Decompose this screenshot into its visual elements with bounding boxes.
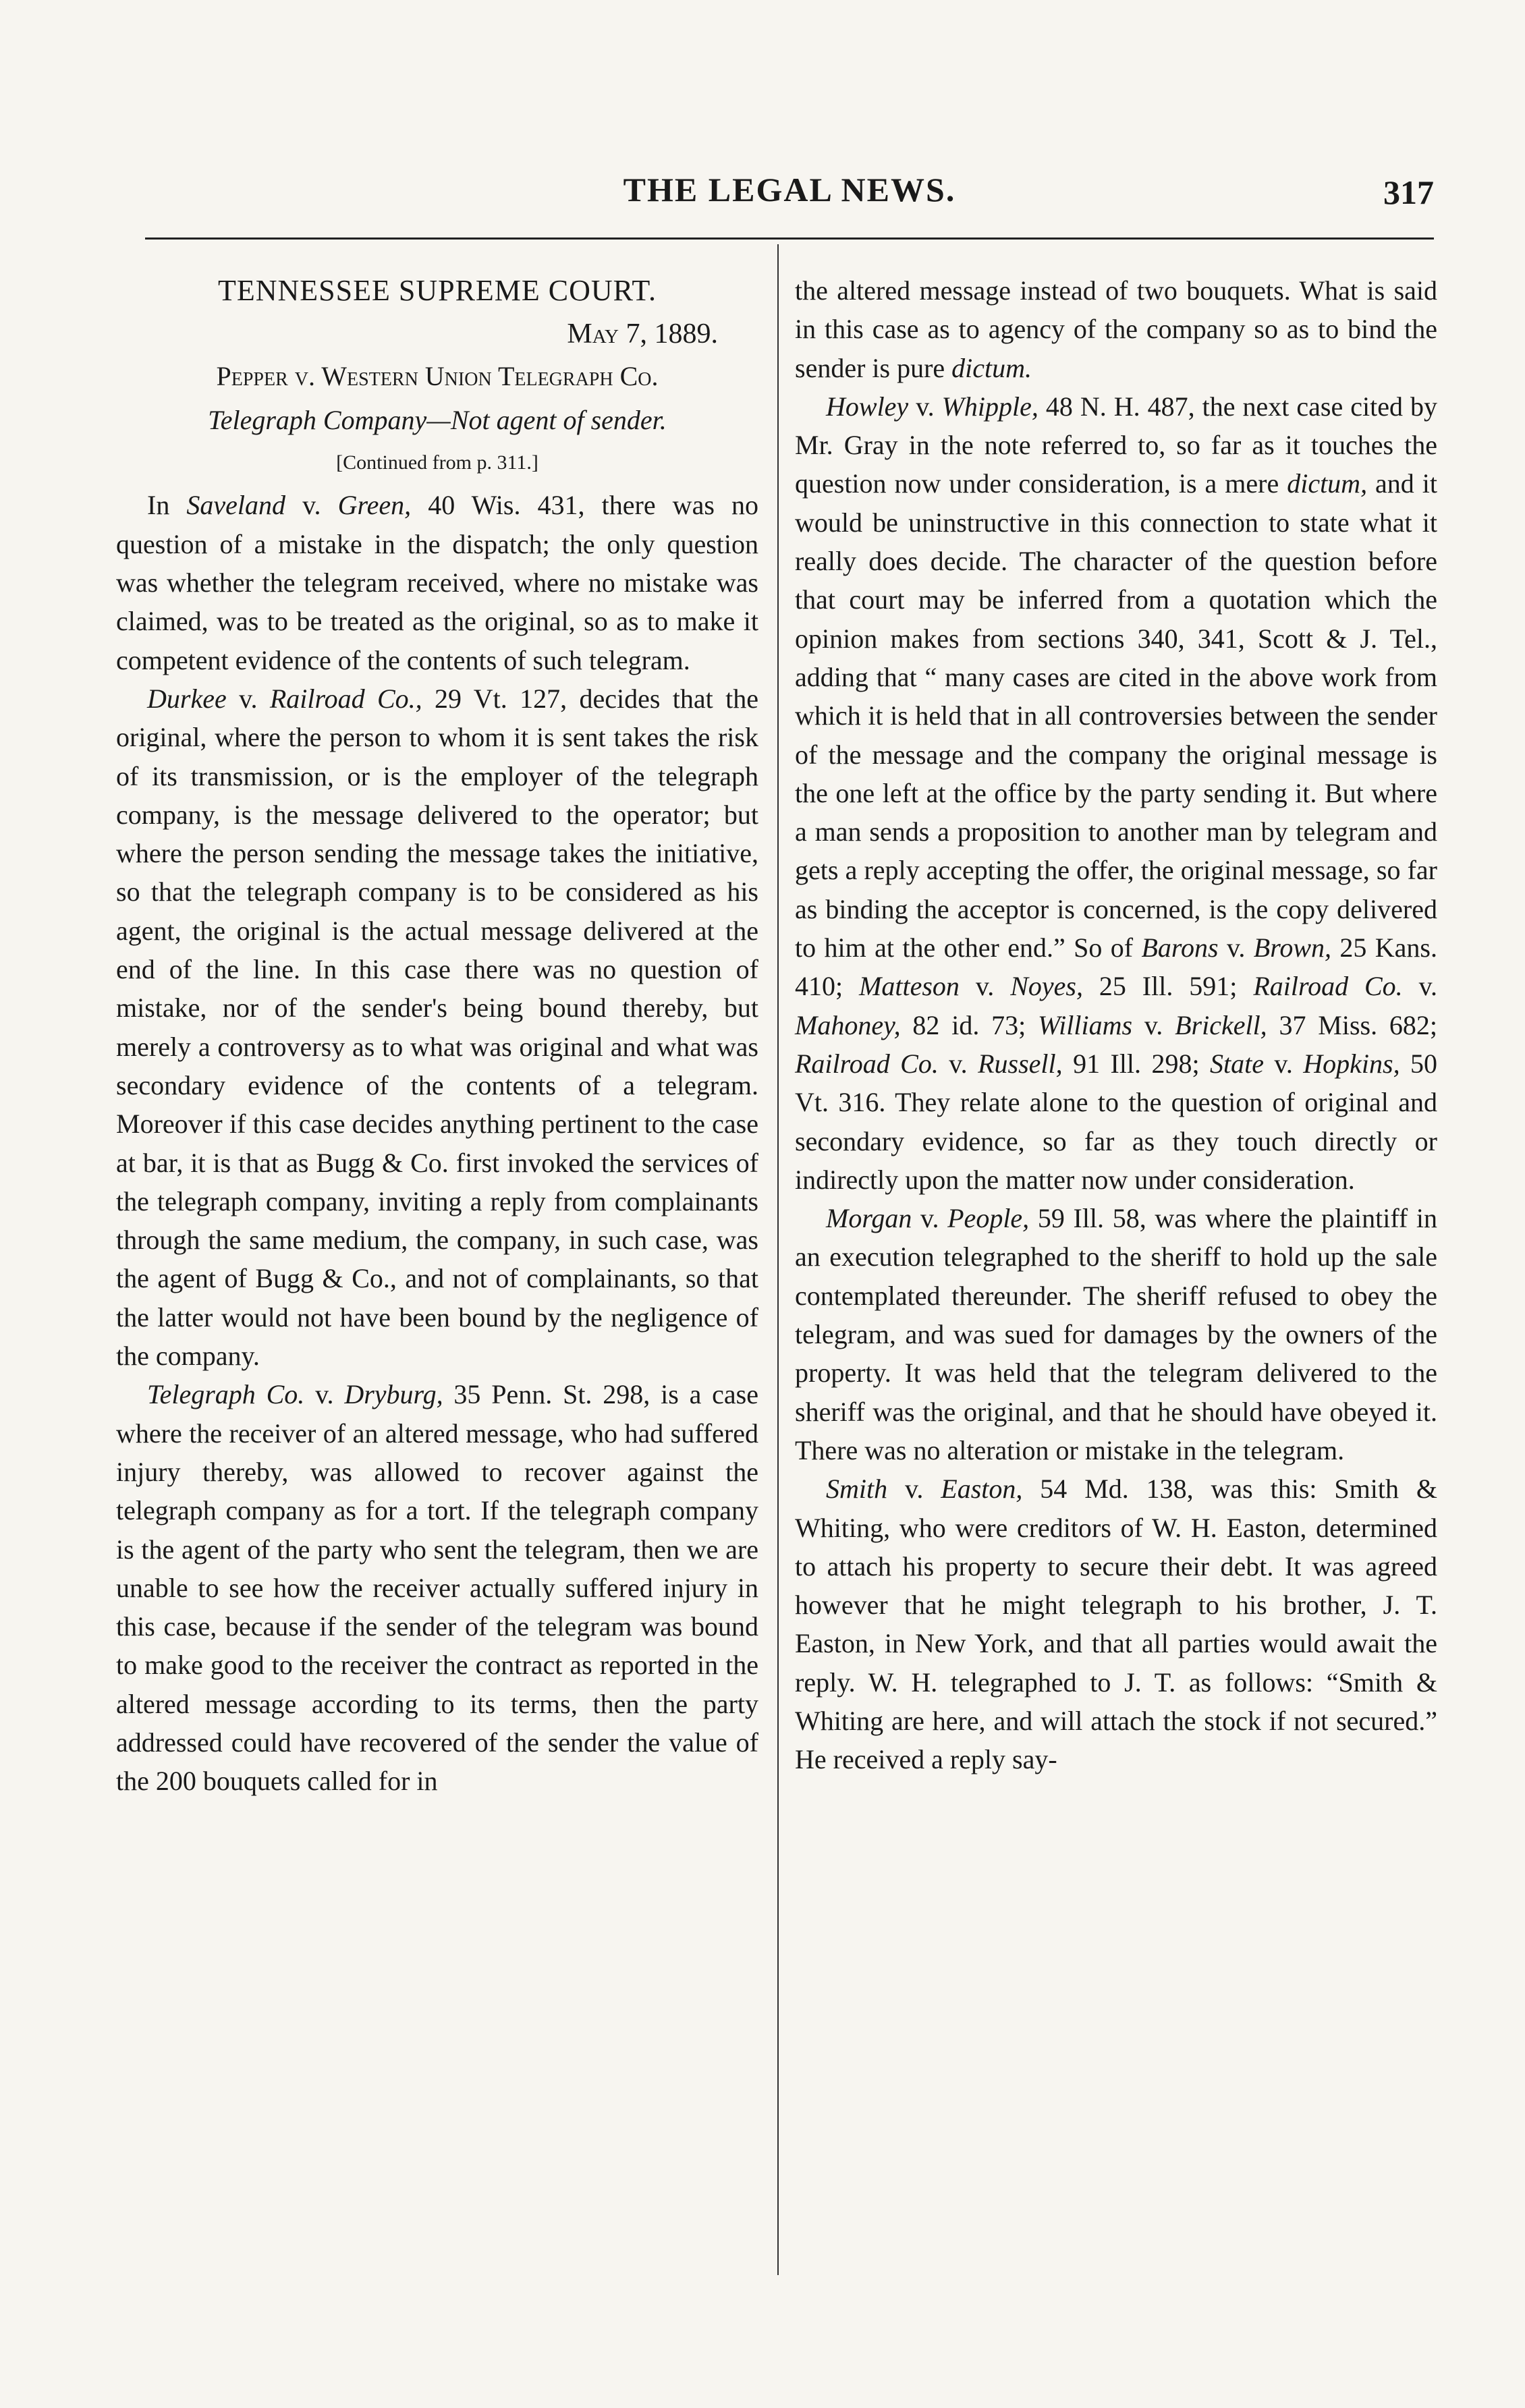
page-header (145, 170, 1434, 224)
case-subject: Telegraph Company—Not agent of sender. (208, 404, 667, 435)
running-title: THE LEGAL NEWS. (623, 171, 956, 208)
court-title: TENNESSEE SUPREME COURT. (217, 274, 657, 307)
page-number: 317 (1383, 173, 1434, 211)
paragraph-smith: Smith v. Easton, 54 Md. 138, was this: Smith & Whiting, who were creditors of W. H. Easton, determined to attach his property to secure their debt. It was agreed however that he might telegraph to his brother, J. T. Easton, in New York, and that all parties would await the reply. W. H. telegraphed to J. T. as follows: “Smith & Whiting are here, and will attach the stock if not secured.” He received a reply say- (795, 1474, 1437, 1775)
paragraph-continuation: the altered message instead of two bouquets. What is said in this case as to agency of the company so as to bind the sender is pure dictum. (795, 275, 1437, 383)
decision-date: May 7, 1889. (567, 318, 718, 350)
header-rule (145, 237, 1434, 240)
case-caption: Pepper v. Western Union Telegraph Co. (216, 360, 659, 391)
continued-note: [Continued from p. 311.] (336, 451, 538, 474)
right-column (795, 271, 1437, 1779)
paragraph-saveland: In Saveland v. Green, 40 Wis. 431, there was no question of a mistake in the dispatch; the only question was whether the telegram received, where no mistake was claimed, was to be treated as the original, so as to make it competent evidence of the contents of such telegram. (116, 490, 758, 675)
paragraph-durkee: Durkee v. Railroad Co., 29 Vt. 127, decides that the original, where the person to whom it is sent takes the risk of its transmission, or is the employer of the telegraph company, is the message delivered to the operator; but where the person sending the message takes the initiative, so that the telegraph company is to be considered as his agent, the original is the actual message delivered at the end of the line. In this case there was no question of mistake, nor of the sender's being bound thereby, but merely a controversy as to what was original and what was secondary evidence of the contents of a telegram. Moreover if this case decides anything pertinent to the case at bar, it is that as Bugg & Co. first invoked the services of the telegraph company, inviting a reply from complainants through the same medium, the company, in such case, was the agent of Bugg & Co., and not of complainants, so that the latter would not have been bound by the negligence of the company. (116, 683, 758, 1372)
paragraph-howley: Howley v. Whipple, 48 N. H. 487, the next case cited by Mr. Gray in the note referred to, so far as it touches the question now under consideration, is a mere dictum, and it would be uninstructive in this connection to state what it really does decide. The character of the question before that court may be inferred from a quotation which the opinion makes from sections 340, 341, Scott & J. Tel., adding that “ many cases are cited in the above work from which it is held that in all controversies between the sender of the message and the company the original message is the one left at the office by the party sending it. But where a man sends a proposition to another man by telegram and gets a reply accepting the offer, the original message, so far as binding the acceptor is concerned, is the copy delivered to him at the other end.” So of Barons v. Brown, 25 Kans. 410; Matteson v. Noyes, 25 Ill. 591; Railroad Co. v. Mahoney, 82 id. 73; Williams v. Brickell, 37 Miss. 682; Railroad Co. v. Russell, 91 Ill. 298; State v. Hopkins, 50 Vt. 316. They relate alone to the question of original and secondary evidence, so far as they touch directly or indirectly upon the matter now under consideration. (795, 391, 1438, 1195)
paragraph-morgan: Morgan v. People, 59 Ill. 58, was where the plaintiff in an execution telegraphed to the sheriff to hold up the sale contemplated thereunder. The sheriff refused to obey the telegram, and was sued for damages by the owners of the property. It was held that the telegram delivered to the sheriff was the original, and that he should have obeyed it. There was no alteration or mistake in the telegram. (795, 1203, 1437, 1465)
column-divider (777, 244, 779, 2275)
paragraph-dryburg: Telegraph Co. v. Dryburg, 35 Penn. St. 298, is a case where the receiver of an altered message, who had suffered injury thereby, was allowed to recover against the telegraph company as for a tort. If the telegraph company is the agent of the party who sent the telegram, then we are unable to see how the receiver actually suffered injury in this case, because if the sender of the telegram was bound to make good to the receiver the contract as reported in the altered message according to its terms, then the party addressed could have recovered of the sender the value of the 200 bouquets called for in (116, 1379, 758, 1797)
left-column (116, 271, 758, 1801)
